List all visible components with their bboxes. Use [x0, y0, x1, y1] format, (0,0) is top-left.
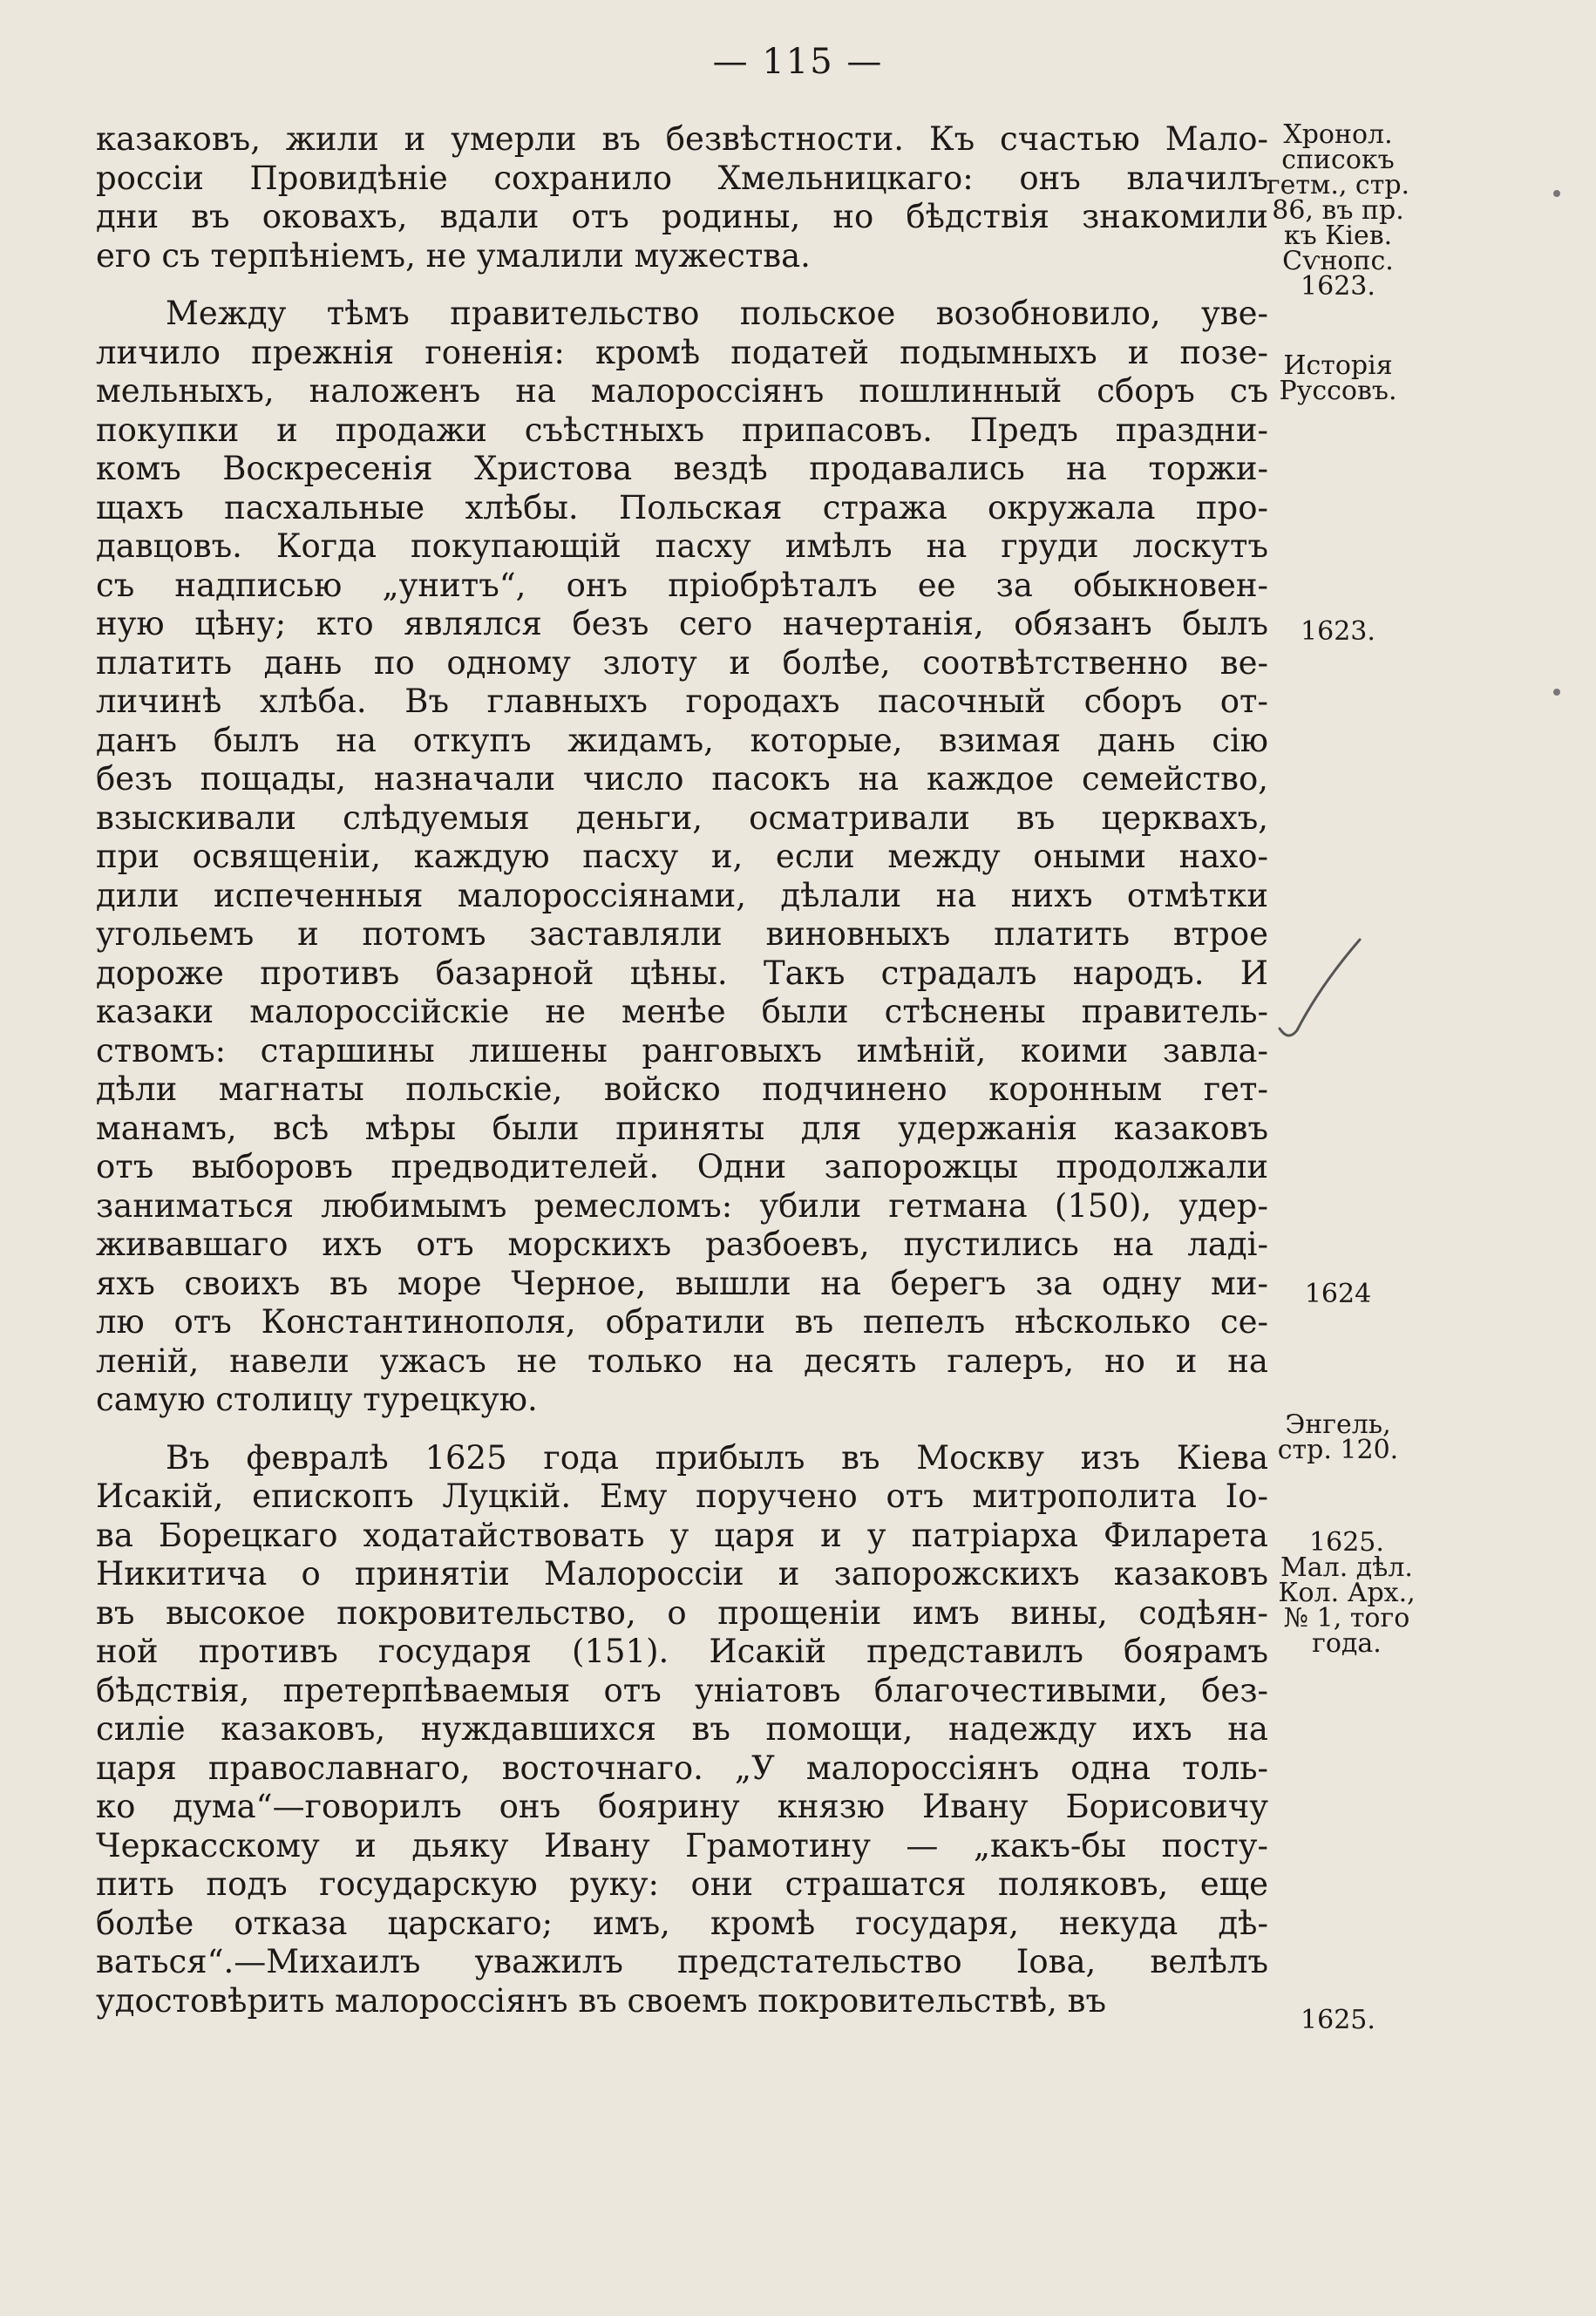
margin-note-line: гетм., стр. [1266, 170, 1410, 200]
text-line: взыскивали слѣдуемыя деньги, осматривали въ церквахъ, [96, 798, 1268, 837]
margin-note-history-russov [1246, 350, 1430, 406]
margin-note-line: Исторія [1283, 350, 1393, 381]
text-line: ваться“.—Михаилъ уважилъ предстательство Іова, велѣлъ [96, 1943, 1268, 1980]
text-line: Черкасскому и дьяку Ивану Грамотину — „какъ-бы посту- [96, 1826, 1268, 1864]
margin-note-engel [1246, 1409, 1430, 1465]
text-line: пить подъ государскую руку: они страшатся поляковъ, еще [96, 1865, 1268, 1903]
margin-note-line: 1624 [1304, 1279, 1372, 1309]
text-line: щахъ пасхальные хлѣбы. Польская стража окружала про- [96, 488, 1268, 526]
text-line: личинѣ хлѣба. Въ главныхъ городахъ пасочный сборъ от- [96, 683, 1268, 720]
text-line: дѣли магнаты польскіе, войско подчинено коронным гет- [96, 1070, 1268, 1108]
text-line: леній, навели ужасъ не только на десять галеръ, но и на [96, 1341, 1268, 1380]
text-line: ствомъ: старшины лишены ранговыхъ имѣній, коими завла- [96, 1031, 1268, 1070]
text-line: манамъ, всѣ мѣры были приняты для удержанія казаковъ [96, 1109, 1268, 1147]
margin-note-line: къ Кіев. [1283, 221, 1393, 251]
text-line: яхъ своихъ въ море Черное, вышли на берегъ за одну ми- [96, 1264, 1268, 1302]
text-line: удостовѣрить малороссіянъ въ своемъ покровительствѣ, въ [96, 1981, 1107, 2020]
pencil-mark [1273, 933, 1368, 1046]
paper-speck [1553, 689, 1560, 696]
text-line: болѣе отказа царскаго; имъ, кромѣ государя, некуда дѣ- [96, 1904, 1268, 1942]
text-line: отъ выборовъ предводителей. Одни запорожцы продолжали [96, 1148, 1268, 1185]
margin-note-year-1623 [1246, 616, 1430, 647]
text-line: живавшаго ихъ отъ морскихъ разбоевъ, пустились на ладі- [96, 1226, 1268, 1263]
text-line: Исакій, епископъ Луцкій. Ему поручено отъ митрополита Іо- [96, 1477, 1268, 1515]
paragraph [96, 120, 1268, 275]
text-line: давцовъ. Когда покупающій пасху имѣлъ на груди лоскутъ [96, 527, 1268, 565]
margin-note-line: Энгель, [1285, 1409, 1391, 1440]
text-line: Между тѣмъ правительство польское возобновило, уве- [166, 295, 1268, 332]
paragraph [96, 1439, 1268, 2021]
text-line: лю отъ Константинополя, обратили въ пепелъ нѣсколько се- [96, 1303, 1268, 1341]
text-line: казаковъ, жили и умерли въ безвѣстности. Къ счастью Мало- [96, 120, 1268, 158]
text-line: дни въ оковахъ, вдали отъ родины, но бѣдствія знакомили [96, 198, 1268, 235]
margin-note-chronology [1246, 119, 1430, 302]
margin-note-line: 86, въ пр. [1272, 195, 1404, 226]
paper-speck [1553, 190, 1560, 197]
text-line: данъ былъ на откупъ жидамъ, которые, взимая дань сію [96, 721, 1268, 759]
text-line: дили испеченныя малороссіянами, дѣлали на нихъ отмѣтки [96, 876, 1268, 914]
text-line: силіе казаковъ, нуждавшихся въ помощи, надежду ихъ на [96, 1710, 1268, 1748]
text-line: комъ Воскресенія Христова вездѣ продавались на торжи- [96, 450, 1268, 487]
margin-note-line: Хронол. [1283, 119, 1393, 150]
text-line: бѣдствія, претерпѣваемыя отъ уніатовъ благочестивыми, без- [96, 1671, 1268, 1709]
paragraph [96, 295, 1268, 1420]
text-line: заниматься любимымъ ремесломъ: убили гетмана (150), удер- [96, 1186, 1268, 1225]
text-line: личило прежнія гоненія: кромѣ податей подымныхъ и позе- [96, 333, 1268, 371]
margin-note-line: года. [1312, 1628, 1382, 1659]
text-line: покупки и продажи съѣстныхъ припасовъ. Предъ праздни- [96, 411, 1268, 449]
text-line: самую столицу турецкую. [96, 1381, 538, 1418]
margin-note-line: Сѵнопс. [1282, 246, 1394, 276]
text-line: угольемъ и потомъ заставляли виновныхъ платить втрое [96, 915, 1268, 953]
margin-note-line: Руссовъ. [1279, 376, 1397, 406]
text-line: безъ пощады, назначали число пасокъ на каждое семейство, [96, 760, 1268, 798]
margin-note-archive [1255, 1527, 1438, 1659]
text-line: мельныхъ, наложенъ на малороссіянъ пошлинный сборъ съ [96, 372, 1268, 410]
text-line: царя православнаго, восточнаго. „У малороссіянъ одна толь- [96, 1749, 1268, 1787]
text-line: его съ терпѣніемъ, не умалили мужества. [96, 236, 811, 275]
margin-note-line: Кол. Арх., [1278, 1578, 1416, 1608]
margin-note-year-1624 [1246, 1281, 1430, 1307]
text-line: ную цѣну; кто являлся безъ сего начертанія, обязанъ былъ [96, 605, 1268, 642]
margin-note-line: 1625. [1301, 2005, 1375, 2035]
text-line: россіи Провидѣніе сохранило Хмельницкаго: онъ влачилъ [96, 159, 1268, 197]
margin-note-line: Мал. дѣл. [1280, 1552, 1413, 1583]
text-line: казаки малороссійскіе не менѣе были стѣснены правитель- [96, 993, 1268, 1030]
text-line: Въ февралѣ 1625 года прибылъ въ Москву изъ Кіева [166, 1438, 1268, 1477]
text-line: Никитича о принятіи Малороссіи и запорожскихъ казаковъ [96, 1555, 1268, 1593]
margin-note-line: 1623. [1301, 616, 1375, 647]
text-line: платить дань по одному злоту и болѣе, соотвѣтственно ве- [96, 643, 1268, 682]
text-line: въ высокое покровительство, о прощеніи имъ вины, содѣян- [96, 1593, 1268, 1632]
page-number: — 115 — [712, 42, 884, 82]
text-line: ной противъ государя (151). Исакій представилъ боярамъ [96, 1633, 1268, 1670]
margin-note-line: 1623. [1301, 271, 1375, 302]
text-line: съ надписью „унитъ“, онъ пріобрѣталъ ее за обыкновен- [96, 566, 1268, 604]
text-line: ва Борецкаго ходатайствовать у царя и у патріарха Филарета [96, 1516, 1268, 1554]
main-text-column [96, 120, 1268, 2040]
text-line: ко дума“—говорилъ онъ боярину князю Ивану Борисовичу [96, 1788, 1268, 1825]
margin-note-line: № 1, того [1283, 1603, 1410, 1633]
margin-note-line: 1625. [1309, 1527, 1384, 1558]
margin-note-line: списокъ [1281, 145, 1395, 175]
text-line: дороже противъ базарной цѣны. Такъ страдалъ народъ. И [96, 954, 1268, 992]
margin-note-year-1625 [1246, 2007, 1430, 2033]
margin-note-line: стр. 120. [1277, 1435, 1399, 1465]
text-line: при освященіи, каждую пасху и, если между оными нахо- [96, 838, 1268, 875]
